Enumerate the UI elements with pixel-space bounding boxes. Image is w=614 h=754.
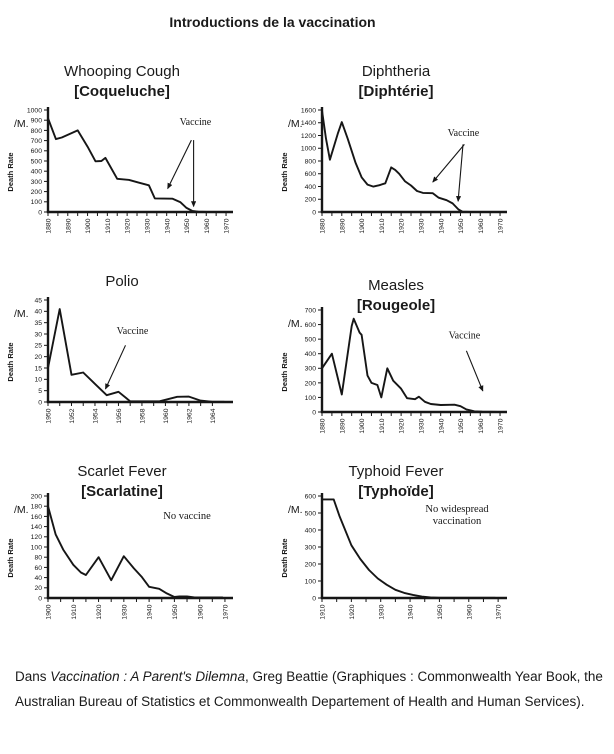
y-tick-label: 20: [34, 585, 42, 593]
x-tick-label: 1962: [186, 408, 194, 424]
y-tick-label: 500: [304, 336, 316, 344]
unit-label: /M.: [288, 504, 303, 516]
chart-subtitle: [Coqueluche]: [74, 83, 170, 100]
x-tick-label: 1930: [144, 218, 152, 234]
y-tick-label: 200: [304, 380, 316, 388]
chart-canvas: [2, 102, 242, 242]
y-tick-label: 1000: [300, 145, 316, 153]
y-tick-label: 400: [304, 183, 316, 191]
chart-subtitle: [Rougeole]: [356, 297, 436, 314]
y-tick-label: 600: [304, 321, 316, 329]
vaccine-arrow: [458, 144, 463, 201]
caption-prefix: Dans: [15, 669, 51, 684]
chart-plot: [2, 488, 242, 628]
y-tick-label: 400: [30, 168, 42, 176]
y-axis-label: Death Rate: [6, 342, 15, 382]
note-text: vaccination: [432, 516, 482, 528]
y-tick-label: 200: [304, 196, 316, 204]
x-tick-label: 1920: [96, 604, 104, 620]
note-text: No vaccine: [163, 511, 211, 522]
vaccine-label: Vaccine: [179, 116, 212, 128]
x-tick-label: 1970: [497, 218, 505, 234]
unit-label: /M.: [14, 118, 29, 130]
y-tick-label: 0: [312, 409, 316, 417]
vaccine-label: Vaccine: [447, 128, 480, 140]
x-tick-label: 1950: [45, 408, 53, 424]
chart-subtitle: [Scarlatine]: [81, 483, 163, 500]
chart-canvas: [2, 292, 242, 432]
y-tick-label: 500: [30, 158, 42, 166]
chart-title: Polio: [105, 273, 139, 290]
y-tick-label: 0: [38, 595, 42, 603]
vaccine-arrow: [466, 351, 482, 391]
chart-subtitle: [Diphtérie]: [358, 83, 434, 100]
y-tick-label: 10: [34, 376, 42, 384]
y-tick-label: 800: [30, 127, 42, 135]
y-tick-label: 1600: [300, 107, 316, 115]
y-tick-label: 900: [30, 117, 42, 125]
chart-canvas: [2, 488, 242, 628]
y-tick-label: 140: [30, 524, 42, 531]
chart-block-measles: [276, 276, 516, 442]
x-tick-label: 1930: [418, 218, 426, 234]
x-tick-label: 1900: [85, 218, 93, 234]
x-tick-label: 1900: [45, 604, 53, 620]
x-tick-label: 1920: [124, 218, 132, 234]
vaccine-arrow: [168, 140, 192, 188]
chart-canvas: [276, 102, 516, 242]
x-tick-label: 1900: [359, 218, 367, 234]
vaccine-label: Vaccine: [116, 326, 149, 337]
y-tick-label: 300: [304, 365, 316, 373]
x-tick-label: 1950: [437, 604, 444, 620]
y-tick-label: 400: [304, 351, 316, 359]
x-tick-label: 1950: [172, 604, 179, 620]
x-tick-label: 1880: [319, 418, 327, 434]
chart-canvas: [276, 488, 516, 628]
x-tick-label: 1920: [349, 604, 356, 620]
chart-block-typhoid-fever: [276, 462, 516, 628]
x-tick-label: 1958: [139, 408, 147, 424]
y-axis-label: Death Rate: [6, 152, 15, 192]
y-tick-label: 60: [34, 564, 42, 572]
x-tick-label: 1960: [203, 218, 211, 234]
chart-plot: [2, 102, 242, 242]
unit-label: /M.: [14, 308, 29, 320]
x-tick-label: 1880: [45, 218, 53, 234]
y-tick-label: 800: [304, 158, 316, 166]
x-tick-label: 1950: [184, 218, 192, 234]
y-tick-label: 300: [30, 178, 42, 186]
y-axis-label: Death Rate: [280, 538, 289, 578]
x-tick-label: 1956: [116, 408, 124, 424]
x-tick-label: 1940: [146, 604, 154, 620]
y-tick-label: 100: [304, 394, 316, 402]
vaccine-arrow: [433, 144, 465, 182]
x-tick-label: 1890: [339, 418, 347, 434]
x-tick-label: 1920: [398, 218, 406, 234]
y-tick-label: 5: [38, 388, 42, 396]
x-tick-label: 1890: [65, 218, 73, 234]
x-tick-label: 1920: [398, 418, 406, 434]
x-tick-label: 1970: [223, 218, 231, 234]
caption-rest: , Greg Beattie (Graphiques : Commonwealth Year Book, the Australian Bureau of Statistics et Commonwealth Departement of Health and Human Services).: [15, 669, 603, 709]
y-tick-label: 35: [34, 320, 42, 328]
chart-subtitle: [Typhoïde]: [358, 483, 434, 500]
y-tick-label: 120: [30, 534, 42, 542]
x-tick-label: 1940: [407, 604, 415, 620]
vaccine-label: Vaccine: [448, 330, 481, 342]
x-tick-label: 1950: [458, 218, 466, 234]
y-tick-label: 0: [312, 595, 316, 603]
x-tick-label: 1890: [339, 218, 347, 234]
y-tick-label: 1000: [26, 107, 42, 115]
chart-block-whooping-cough: [2, 62, 242, 242]
x-tick-label: 1930: [418, 418, 426, 434]
y-tick-label: 400: [304, 527, 316, 535]
chart-plot: [2, 292, 242, 432]
y-tick-label: 200: [30, 189, 42, 196]
y-tick-label: 40: [34, 575, 42, 582]
caption-book-title: Vaccination : A Parent's Dilemna: [50, 669, 245, 684]
vaccine-arrow: [106, 345, 126, 389]
x-tick-label: 1960: [477, 218, 485, 234]
x-tick-label: 1910: [378, 218, 386, 234]
y-tick-label: 1400: [300, 120, 316, 128]
chart-title: Measles: [368, 277, 424, 294]
x-tick-label: 1880: [319, 218, 327, 234]
y-tick-label: 25: [34, 342, 42, 350]
x-tick-label: 1954: [92, 408, 100, 424]
chart-plot: [276, 488, 516, 628]
chart-plot: [276, 302, 516, 442]
y-tick-label: 100: [304, 578, 316, 586]
y-axis-label: Death Rate: [280, 352, 289, 392]
x-tick-label: 1950: [458, 418, 466, 434]
x-tick-label: 1910: [378, 418, 386, 434]
y-tick-label: 600: [304, 493, 316, 501]
x-tick-label: 1910: [104, 218, 112, 234]
series-line: [48, 309, 224, 402]
y-tick-label: 180: [30, 503, 42, 511]
x-tick-label: 1900: [359, 418, 367, 434]
x-tick-label: 1970: [495, 604, 503, 620]
y-tick-label: 45: [34, 297, 42, 305]
y-tick-label: 100: [30, 199, 42, 207]
y-tick-label: 160: [30, 513, 42, 521]
y-tick-label: 1200: [300, 132, 316, 140]
series-line: [48, 118, 224, 212]
chart-title: Scarlet Fever: [77, 463, 167, 480]
y-tick-label: 0: [312, 209, 316, 217]
page-title: Introductions de la vaccination: [169, 14, 376, 30]
x-tick-label: 1940: [438, 218, 446, 234]
y-tick-label: 40: [34, 308, 42, 316]
chart-block-diphtheria: [276, 62, 516, 242]
y-tick-label: 600: [304, 171, 316, 179]
y-axis-label: Death Rate: [6, 538, 15, 578]
chart-block-polio: [2, 272, 242, 432]
y-axis-label: Death Rate: [280, 152, 289, 192]
caption: [15, 664, 605, 714]
y-tick-label: 0: [38, 209, 42, 217]
y-tick-label: 15: [34, 365, 42, 373]
x-tick-label: 1930: [121, 604, 129, 620]
chart-plot: [276, 102, 516, 242]
x-tick-label: 1940: [164, 218, 172, 234]
y-tick-label: 200: [30, 493, 42, 501]
y-tick-label: 300: [304, 544, 316, 552]
y-tick-label: 20: [34, 354, 42, 362]
unit-label: /M.: [288, 118, 303, 130]
series-line: [322, 111, 498, 212]
y-tick-label: 500: [304, 510, 316, 518]
chart-title: Diphtheria: [361, 63, 431, 80]
unit-label: /M.: [288, 318, 303, 330]
x-tick-label: 1910: [319, 604, 327, 620]
x-tick-label: 1960: [466, 604, 474, 620]
x-tick-label: 1960: [197, 604, 205, 620]
y-tick-label: 700: [304, 307, 316, 315]
y-tick-label: 80: [34, 554, 42, 562]
x-tick-label: 1952: [69, 408, 77, 424]
x-tick-label: 1930: [378, 604, 386, 620]
chart-title: Whooping Cough: [64, 63, 180, 80]
x-tick-label: 1960: [163, 408, 170, 424]
chart-title: Typhoid Fever: [348, 463, 444, 480]
y-tick-label: 700: [30, 138, 42, 145]
chart-block-scarlet-fever: [2, 462, 242, 628]
y-tick-label: 30: [34, 331, 42, 339]
x-tick-label: 1970: [497, 418, 505, 434]
y-tick-label: 100: [30, 544, 42, 552]
chart-canvas: [276, 302, 516, 442]
y-tick-label: 0: [38, 399, 42, 407]
x-tick-label: 1964: [210, 408, 217, 424]
x-tick-label: 1910: [70, 604, 78, 620]
note-text: No widespread: [425, 504, 489, 516]
x-tick-label: 1960: [477, 418, 485, 434]
x-tick-label: 1940: [438, 418, 446, 434]
x-tick-label: 1970: [222, 604, 230, 620]
y-tick-label: 600: [30, 148, 42, 156]
unit-label: /M.: [14, 504, 29, 516]
y-tick-label: 200: [304, 561, 316, 569]
